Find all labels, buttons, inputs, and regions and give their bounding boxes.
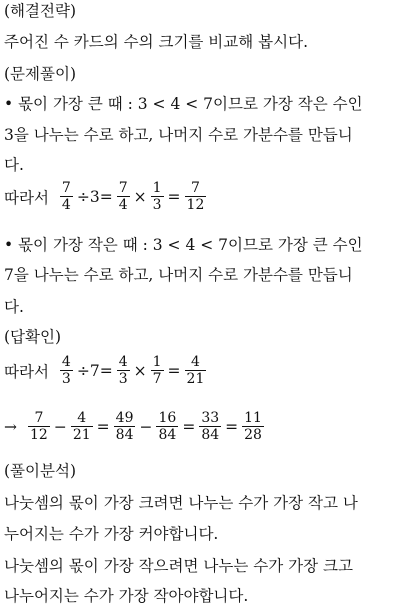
fraction: $\frac{4}{3}$: [61, 354, 71, 387]
fraction: $\frac{1}{3}$: [152, 180, 162, 213]
fraction: $\frac{33}{84}$: [201, 410, 220, 443]
operator: ÷7=: [76, 361, 113, 380]
fraction: $\frac{1}{7}$: [152, 354, 162, 387]
fraction: $\frac{7}{12}$: [186, 180, 205, 213]
analysis-heading: (풀이분석): [4, 462, 76, 480]
operator: ×: [133, 187, 147, 206]
operator: =: [167, 361, 181, 380]
equation-lead: 따라서: [4, 362, 49, 381]
operator: =: [182, 417, 196, 436]
equation-difference: [4, 410, 265, 443]
operator: =: [96, 417, 110, 436]
operator: =: [225, 417, 239, 436]
arrow-icon: →: [4, 417, 17, 436]
operator: =: [167, 187, 181, 206]
bullet-min-line-2: 7을 나누는 수로 하고, 나머지 수로 가분수를 만듭니: [4, 266, 353, 284]
fraction: $\frac{16}{84}$: [158, 410, 177, 443]
analysis-line-4: 나누어지는 수가 가장 작아야합니다.: [4, 587, 249, 605]
bullet-min-line-1: • 몫이 가장 작은 때 : 3 < 4 < 7이므로 가장 큰 수인: [4, 236, 363, 254]
bullet-max-line-3: 다.: [4, 156, 24, 174]
operator: ×: [133, 361, 147, 380]
fraction: $\frac{4}{21}$: [72, 410, 91, 443]
fraction: $\frac{7}{4}$: [61, 180, 71, 213]
equation-max: [4, 180, 207, 213]
operator: −: [139, 417, 153, 436]
fraction: $\frac{7}{12}$: [30, 410, 48, 443]
fraction: $\frac{11}{28}$: [244, 410, 262, 443]
equation-lead: 따라서: [4, 188, 49, 207]
bullet-max-line-2: 3을 나누는 수로 하고, 나머지 수로 가분수를 만듭니: [4, 126, 353, 144]
strategy-text: 주어진 수 카드의 수의 크기를 비교해 봅시다.: [4, 33, 309, 51]
strategy-heading: (해결전략): [4, 2, 76, 20]
fraction: $\frac{4}{21}$: [186, 354, 205, 387]
solution-heading: (문제풀이): [4, 65, 76, 83]
analysis-line-1: 나눗셈의 몫이 가장 크려면 나누는 수가 가장 작고 나: [4, 494, 358, 512]
fraction: $\frac{49}{84}$: [115, 410, 134, 443]
operator: −: [53, 417, 67, 436]
analysis-line-3: 나눗셈의 몫이 가장 작으려면 나누는 수가 가장 크고: [4, 557, 353, 575]
equation-min: [4, 354, 207, 387]
bullet-max-line-1: • 몫이 가장 큰 때 : 3 < 4 < 7이므로 가장 작은 수인: [4, 95, 363, 113]
analysis-line-2: 누어지는 수가 가장 커야합니다.: [4, 525, 219, 543]
check-heading: (답확인): [4, 328, 62, 346]
fraction: $\frac{4}{3}$: [118, 354, 128, 387]
bullet-min-line-3: 다.: [4, 298, 24, 316]
fraction: $\frac{7}{4}$: [118, 180, 128, 213]
operator: ÷3=: [76, 187, 113, 206]
